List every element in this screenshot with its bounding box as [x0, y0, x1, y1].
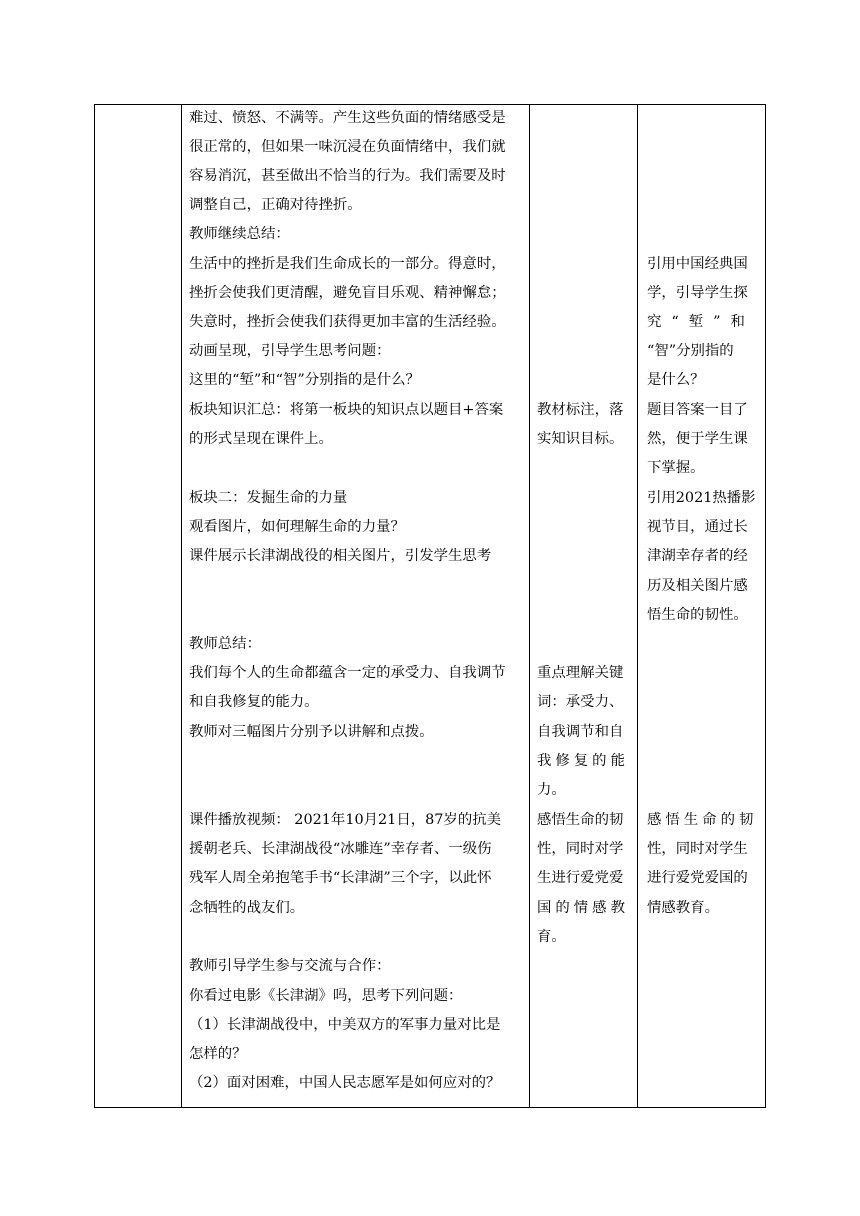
stage-column	[95, 105, 181, 1107]
process-line: 很正常的，但如果一味沉浸在负面情绪中，我们就	[189, 139, 506, 155]
intent-line: 学，引导学生探	[647, 285, 748, 301]
process-line: 残军人周全弟抱笔手书“长津湖”三个字，以此怀	[189, 870, 492, 886]
process-line: 观看图片，如何理解生命的力量？	[189, 519, 405, 535]
intent-line: 历及相关图片感	[647, 578, 748, 594]
process-line: 我们每个人的生命都蕴含一定的承受力、自我调节	[189, 665, 506, 681]
process-line: 教师总结：	[189, 636, 261, 652]
intent-line: 情感教育。	[647, 900, 719, 916]
process-line: 念牺牲的战友们。	[189, 900, 305, 916]
activity-line: 感悟生命的韧	[537, 812, 624, 828]
process-line: 援朝老兵、长津湖战役“冰雕连”幸存者、一级伤	[189, 841, 492, 857]
activity-line: 育。	[537, 929, 566, 945]
activity-line: 重点理解关键	[537, 665, 624, 681]
process-line: 教师引导学生参与交流与合作：	[189, 958, 391, 974]
intent-line: 津湖幸存者的经	[647, 548, 748, 564]
process-line: 生活中的挫折是我们生命成长的一部分。得意时，	[189, 256, 506, 272]
activity-line: 国的情感教	[537, 900, 629, 916]
activity-line: 教材标注，落	[537, 402, 624, 418]
intent-line: 视节目，通过长	[647, 519, 748, 535]
student-activity-column	[529, 105, 637, 1107]
teaching-process-column	[181, 105, 529, 1107]
intent-line: 是什么？	[647, 372, 705, 388]
process-line: 和自我修复的能力。	[189, 694, 319, 710]
intent-line: “智”分别指的	[647, 343, 734, 359]
intent-line: 悟生命的韧性。	[647, 607, 748, 623]
activity-line: 自我调节和自	[537, 724, 624, 740]
activity-line: 我修复的能	[537, 753, 629, 769]
process-line: 这里的“堑”和“智”分别指的是什么？	[189, 372, 420, 388]
intent-line: 下掌握。	[647, 460, 705, 476]
activity-line: 性，同时对学	[537, 841, 624, 857]
process-line: 教师继续总结：	[189, 226, 290, 242]
process-line: 课件播放视频： 2021年10月21日，87岁的抗美	[189, 812, 501, 828]
process-line: 动画呈现，引导学生思考问题：	[189, 343, 391, 359]
activity-line: 实知识目标。	[537, 431, 624, 447]
process-line: （2）面对困难，中国人民志愿军是如何应对的？	[189, 1075, 501, 1091]
intent-line: 题目答案一目了	[647, 402, 748, 418]
process-line: 难过、愤怒、不满等。产生这些负面的情绪感受是	[189, 110, 506, 126]
process-line: 容易消沉，甚至做出不恰当的行为。我们需要及时	[189, 168, 506, 184]
process-line: 板块知识汇总：将第一板块的知识点以题目+答案	[189, 402, 504, 418]
intent-line: 感悟生命的韧	[647, 812, 758, 828]
intent-line: 进行爱党爱国的	[647, 870, 748, 886]
process-line: 挫折会使我们更清醒，避免盲目乐观、精神懈怠；	[189, 285, 506, 301]
activity-line: 力。	[537, 782, 566, 798]
process-line: 你看过电影《长津湖》吗，思考下列问题：	[189, 988, 463, 1004]
activity-line: 词：承受力、	[537, 694, 624, 710]
section-heading: 板块二：发掘生命的力量	[189, 490, 348, 506]
intent-line: 性，同时对学生	[647, 841, 748, 857]
intent-line: 引用中国经典国	[647, 256, 748, 272]
intent-line: 究“堑”和	[647, 314, 755, 330]
process-line: 怎样的？	[189, 1046, 247, 1062]
process-line: 调整自己，正确对待挫折。	[189, 197, 362, 213]
intent-line: 然，便于学生课	[647, 431, 748, 447]
design-intent-column	[637, 105, 767, 1107]
intent-line: 引用2021热播影	[647, 490, 756, 506]
process-line: 失意时，挫折会使我们获得更加丰富的生活经验。	[189, 314, 506, 330]
process-line: 课件展示长津湖战役的相关图片，引发学生思考	[189, 548, 492, 564]
process-line: （1）长津湖战役中，中美双方的军事力量对比是	[189, 1017, 501, 1033]
process-line: 教师对三幅图片分别予以讲解和点拨。	[189, 724, 434, 740]
lesson-plan-table	[94, 104, 766, 1108]
activity-line: 生进行爱党爱	[537, 870, 624, 886]
process-line: 的形式呈现在课件上。	[189, 431, 333, 447]
